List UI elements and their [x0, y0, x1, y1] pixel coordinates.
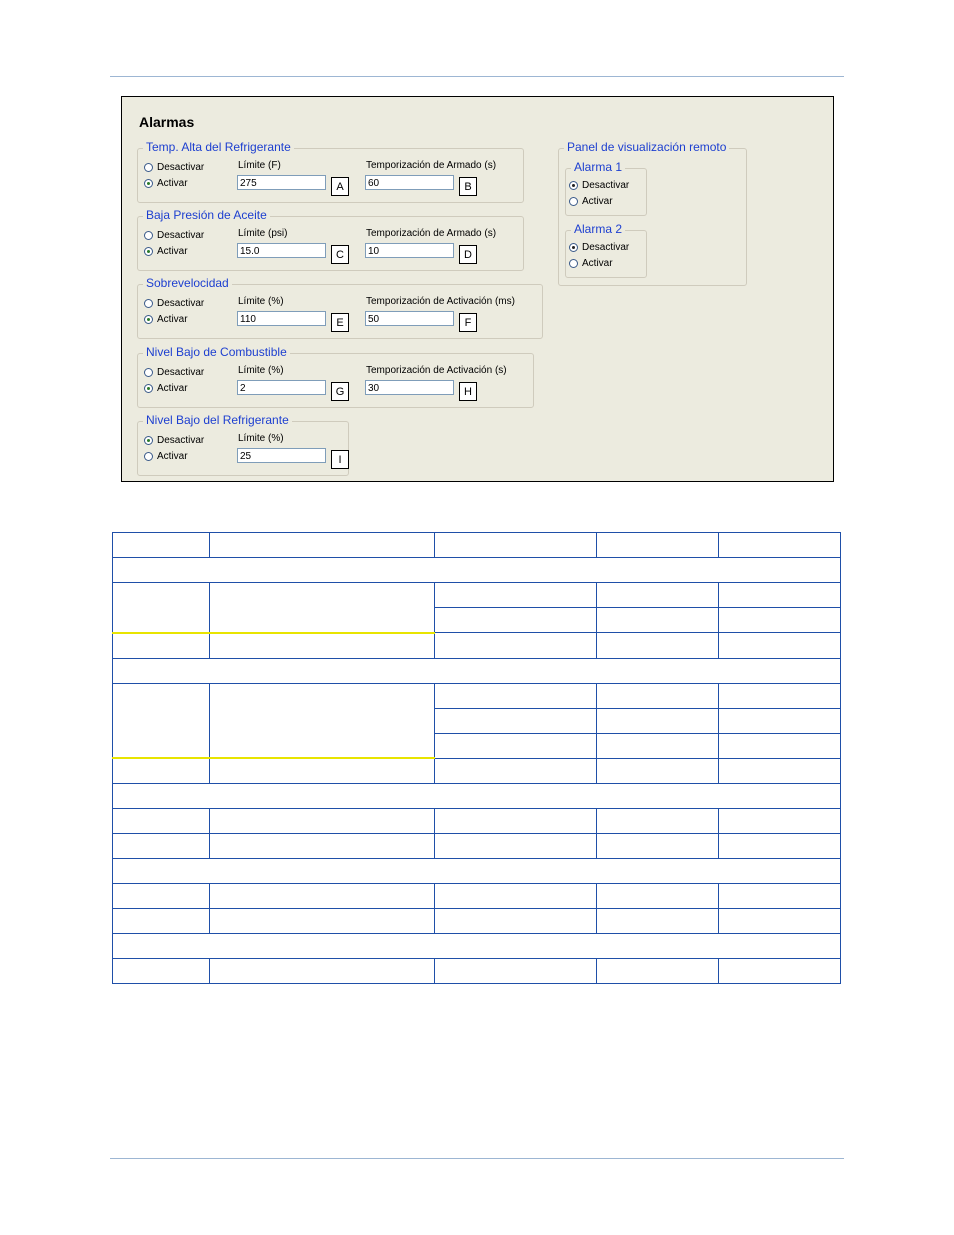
radio-disable[interactable]: Desactivar	[144, 230, 204, 241]
table-cell	[435, 884, 597, 909]
table-row	[113, 633, 841, 659]
table-cell	[597, 758, 719, 784]
table-cell	[113, 909, 210, 934]
table-cell	[719, 608, 841, 633]
limit-input[interactable]: 2	[237, 380, 326, 395]
table-cell	[435, 608, 597, 633]
table-cell	[113, 934, 841, 959]
table-row	[113, 834, 841, 859]
table-row	[113, 884, 841, 909]
table-cell	[597, 733, 719, 758]
table-cell	[113, 758, 210, 784]
radio-off-icon[interactable]	[144, 452, 153, 461]
radio-on-icon[interactable]	[144, 315, 153, 324]
group-remote-display-panel	[558, 140, 747, 286]
radio-enable[interactable]: Activar	[569, 258, 613, 269]
table-cell	[210, 884, 435, 909]
callout-b: B	[459, 177, 477, 196]
group-legend: Alarma 1	[571, 160, 625, 174]
table-cell	[719, 834, 841, 859]
radio-disable[interactable]: Desactivar	[144, 298, 204, 309]
radio-off-icon[interactable]	[144, 163, 153, 172]
table-cell	[719, 583, 841, 608]
table-cell	[597, 909, 719, 934]
group-legend: Baja Presión de Aceite	[143, 208, 270, 222]
table-cell	[113, 658, 841, 683]
table-cell	[435, 533, 597, 558]
table-section-row	[113, 658, 841, 683]
group-high-coolant-temp	[137, 140, 524, 203]
delay-label: Temporización de Armado (s)	[366, 228, 497, 239]
table-cell	[113, 859, 841, 884]
radio-on-icon[interactable]	[144, 247, 153, 256]
table-cell	[597, 583, 719, 608]
table-cell	[113, 784, 841, 809]
table-cell	[435, 959, 597, 984]
table-row	[113, 959, 841, 984]
limit-input[interactable]: 25	[237, 448, 326, 463]
radio-on-icon[interactable]	[569, 181, 578, 190]
table-cell	[435, 834, 597, 859]
callout-g: G	[331, 382, 349, 401]
delay-input[interactable]: 30	[365, 380, 454, 395]
table-cell	[597, 683, 719, 708]
table-cell	[719, 884, 841, 909]
table-cell	[597, 533, 719, 558]
table-cell	[719, 909, 841, 934]
table-cell	[210, 533, 435, 558]
table-section-row	[113, 558, 841, 583]
callout-e: E	[331, 313, 349, 332]
table-cell	[210, 583, 435, 633]
table-section-row	[113, 934, 841, 959]
group-overspeed	[137, 276, 543, 339]
group-legend: Sobrevelocidad	[143, 276, 232, 290]
limit-input[interactable]: 275	[237, 175, 326, 190]
radio-on-icon[interactable]	[569, 243, 578, 252]
radio-disable[interactable]: Desactivar	[144, 162, 204, 173]
delay-label: Temporización de Armado (s)	[366, 160, 497, 171]
radio-enable[interactable]: Activar	[144, 246, 188, 257]
table-row	[113, 809, 841, 834]
table-cell	[435, 683, 597, 708]
table-cell	[210, 959, 435, 984]
table-cell	[435, 733, 597, 758]
radio-off-icon[interactable]	[569, 197, 578, 206]
group-legend: Panel de visualización remoto	[564, 140, 729, 154]
table-cell	[435, 583, 597, 608]
table-cell	[719, 633, 841, 659]
footer-rule	[110, 1158, 844, 1159]
delay-input[interactable]: 50	[365, 311, 454, 326]
radio-enable[interactable]: Activar	[144, 383, 188, 394]
radio-off-icon[interactable]	[144, 299, 153, 308]
radio-enable[interactable]: Activar	[144, 178, 188, 189]
table-row	[113, 683, 841, 708]
table-cell	[435, 909, 597, 934]
table-cell	[210, 683, 435, 758]
table-cell	[113, 809, 210, 834]
callout-i: I	[331, 450, 349, 469]
table-cell	[210, 909, 435, 934]
table-cell	[597, 834, 719, 859]
radio-disable[interactable]: Desactivar	[144, 367, 204, 378]
limit-label: Límite (%)	[238, 365, 284, 376]
table-cell	[210, 633, 435, 659]
table-cell	[597, 884, 719, 909]
table-cell	[113, 959, 210, 984]
settings-table	[112, 532, 841, 984]
alarms-settings-panel	[121, 96, 834, 482]
group-alarm-2	[565, 222, 647, 278]
radio-on-icon[interactable]	[144, 436, 153, 445]
group-legend: Nivel Bajo del Refrigerante	[143, 413, 292, 427]
table-cell	[435, 809, 597, 834]
table-cell	[719, 733, 841, 758]
table-row	[113, 583, 841, 608]
radio-enable[interactable]: Activar	[144, 314, 188, 325]
table-cell	[719, 758, 841, 784]
table-cell	[210, 809, 435, 834]
callout-h: H	[459, 382, 477, 401]
table-row	[113, 758, 841, 784]
table-cell	[435, 758, 597, 784]
limit-label: Límite (F)	[238, 160, 281, 171]
group-low-coolant-level	[137, 413, 349, 476]
limit-input[interactable]: 110	[237, 311, 326, 326]
table-cell	[210, 758, 435, 784]
table-cell	[719, 533, 841, 558]
limit-input[interactable]: 15.0	[237, 243, 326, 258]
table-cell	[597, 959, 719, 984]
radio-disable[interactable]: Desactivar	[569, 242, 629, 253]
table-cell	[113, 558, 841, 583]
group-alarm-1	[565, 160, 647, 216]
table-cell	[597, 708, 719, 733]
table-cell	[597, 608, 719, 633]
table-cell	[113, 834, 210, 859]
table-section-row	[113, 859, 841, 884]
group-legend: Temp. Alta del Refrigerante	[143, 140, 294, 154]
table-cell	[719, 683, 841, 708]
table-cell	[113, 683, 210, 758]
radio-off-icon[interactable]	[144, 231, 153, 240]
callout-f: F	[459, 313, 477, 332]
radio-on-icon[interactable]	[144, 384, 153, 393]
table-cell	[113, 633, 210, 659]
radio-enable[interactable]: Activar	[144, 451, 188, 462]
table-cell	[597, 633, 719, 659]
table-row	[113, 909, 841, 934]
limit-label: Límite (psi)	[238, 228, 288, 239]
radio-disable[interactable]: Desactivar	[569, 180, 629, 191]
table-cell	[113, 884, 210, 909]
delay-input[interactable]: 60	[365, 175, 454, 190]
radio-enable[interactable]: Activar	[569, 196, 613, 207]
table-cell	[210, 834, 435, 859]
callout-a: A	[331, 177, 349, 196]
table-cell	[435, 633, 597, 659]
table-cell	[113, 533, 210, 558]
radio-disable[interactable]: Desactivar	[144, 435, 204, 446]
table-cell	[719, 708, 841, 733]
table-cell	[719, 959, 841, 984]
header-rule	[110, 76, 844, 77]
table-cell	[113, 583, 210, 633]
group-legend: Nivel Bajo de Combustible	[143, 345, 290, 359]
table-section-row	[113, 784, 841, 809]
callout-c: C	[331, 245, 349, 264]
delay-input[interactable]: 10	[365, 243, 454, 258]
table-cell	[719, 809, 841, 834]
group-low-oil-pressure	[137, 208, 524, 271]
group-low-fuel-level	[137, 345, 534, 408]
group-legend: Alarma 2	[571, 222, 625, 236]
delay-label: Temporización de Activación (ms)	[366, 296, 515, 307]
table-header-row	[113, 533, 841, 558]
radio-on-icon[interactable]	[144, 179, 153, 188]
limit-label: Límite (%)	[238, 433, 284, 444]
delay-label: Temporización de Activación (s)	[366, 365, 507, 376]
table-cell	[597, 809, 719, 834]
radio-off-icon[interactable]	[144, 368, 153, 377]
table-cell	[435, 708, 597, 733]
callout-d: D	[459, 245, 477, 264]
panel-title: Alarmas	[139, 114, 195, 130]
radio-off-icon[interactable]	[569, 259, 578, 268]
limit-label: Límite (%)	[238, 296, 284, 307]
